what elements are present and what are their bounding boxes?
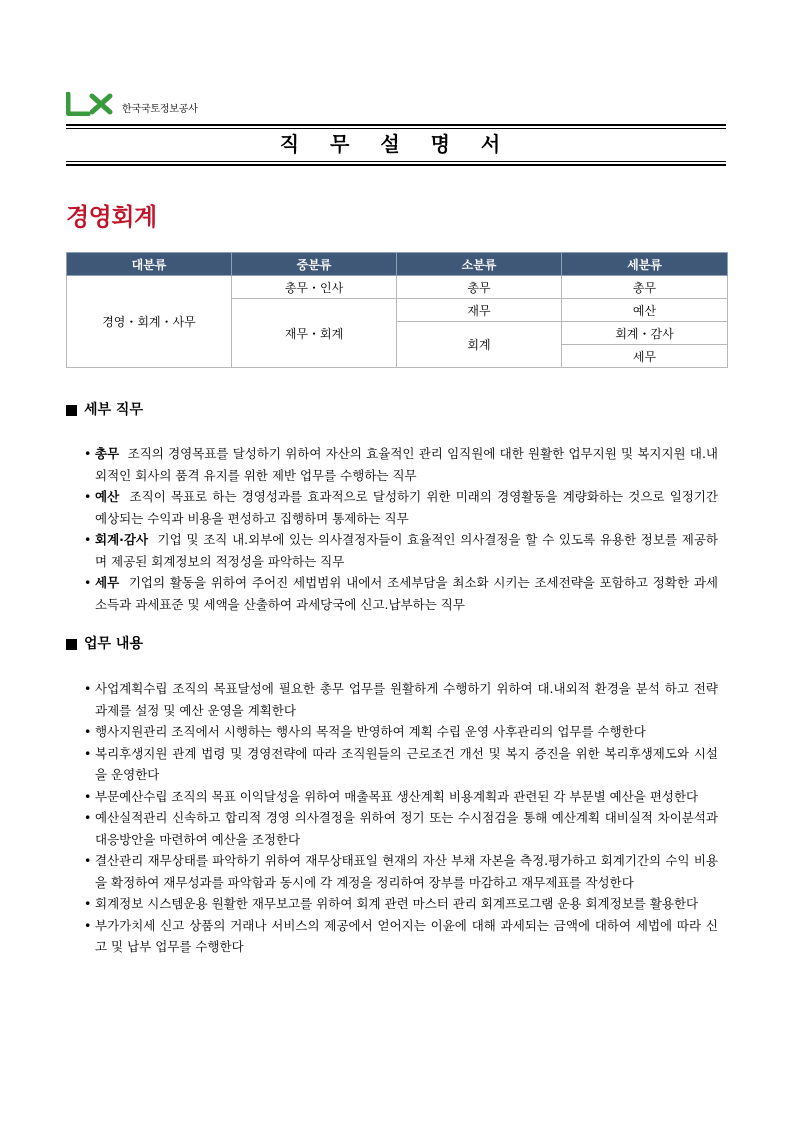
duty-term: 세무 — [95, 575, 120, 590]
duties-heading-label: 세부 직무 — [84, 402, 143, 418]
header-mid: 중분류 — [232, 253, 397, 276]
list-item: • 결산관리 재무상태를 파악하기 위하여 재무상태표일 현재의 자산 부채 자본을 측정.평가하고 회계기간의 수익 비용을 확정하여 재무성과를 파악함과 동시에 각 계정을 정리하여 장부를 마감하고 재무제표를 작성한다 — [84, 853, 718, 890]
table-row — [67, 276, 728, 299]
duty-desc: 기업 및 조직 내.외부에 있는 의사결정자들이 효율적인 의사결정을 할 수 있도록 유용한 정보를 제공하며 제공된 회계정보의 적정성을 파악하는 직무 — [95, 532, 718, 569]
title-rule-top — [66, 124, 726, 126]
header-major: 대분류 — [67, 253, 232, 276]
contents-heading-label: 업무 내용 — [84, 636, 143, 652]
list-item: • 복리후생지원 관계 법령 및 경영전략에 따라 조직원들의 근로조건 개선 및 복지 증진을 위한 복리후생제도와 시설을 운영한다 — [84, 745, 718, 782]
detail-cell: 회계・감사 — [562, 322, 728, 345]
mid-cell: 재무・회계 — [232, 299, 397, 368]
minor-cell: 회계 — [397, 322, 562, 368]
list-item: • 예산 조직이 목표로 하는 경영성과를 효과적으로 달성하기 위한 미래의 경영활동을 계량화하는 것으로 일정기간 예상되는 수익과 비용을 편성하고 집행하며 통제하는 직무 — [84, 489, 718, 526]
header-minor: 소분류 — [397, 253, 562, 276]
duty-desc: 기업의 활동을 위하여 주어진 세법범위 내에서 조세부담을 최소화 시키는 조세전략을 포함하고 정확한 과세소득과 과세표준 및 세액을 산출하여 과세당국에 신고.납부하는 직무 — [95, 575, 719, 612]
table-header-row — [67, 253, 728, 276]
list-item: • 세무 기업의 활동을 위하여 주어진 세법범위 내에서 조세부담을 최소화 시키는 조세전략을 포함하고 정확한 과세소득과 과세표준 및 세액을 산출하여 과세당국에 신고.납부하는 직무 — [84, 575, 719, 612]
list-item: • 예산실적관리 신속하고 합리적 경영 의사결정을 위하여 정기 또는 수시점검을 통해 예산계획 대비실적 차이분석과 대응방안을 마련하여 예산을 조정한다 — [84, 810, 718, 847]
duty-term: 총무 — [95, 446, 120, 461]
company-logo — [66, 92, 198, 116]
section-title: 경영회계 — [66, 203, 157, 231]
major-cell: 경영・회계・사무 — [67, 276, 232, 368]
classification-table — [66, 252, 728, 368]
list-item: • 회계정보 시스템운용 원활한 재무보고를 위하여 회계 관련 마스터 관리 회계프로그램 운용 회계정보를 활용한다 — [84, 896, 699, 911]
detail-cell: 총무 — [562, 276, 728, 299]
list-item: • 사업계획수립 조직의 목표달성에 필요한 총무 업무를 원활하게 수행하기 위하여 대.내외적 환경을 분석 하고 전략과제를 설정 및 예산 운영을 계획한다 — [84, 681, 718, 718]
list-item: • 행사지원관리 조직에서 시행하는 행사의 목적을 반영하여 계획 수립 운영 사후관리의 업무를 수행한다 — [84, 724, 646, 739]
duty-desc: 조직의 경영목표를 달성하기 위하여 자산의 효율적인 관리 임직원에 대한 원활한 업무지원 및 복지지원 대.내외적인 회사의 품격 유지를 위한 제반 업무를 수행하는 직무 — [95, 446, 718, 483]
minor-cell: 재무 — [397, 299, 562, 322]
header-detail: 세분류 — [562, 253, 728, 276]
list-item: • 부문예산수립 조직의 목표 이익달성을 위하여 매출목표 생산계획 비용계획과 관련된 각 부문별 예산을 편성한다 — [84, 788, 699, 804]
duty-desc: 조직이 목표로 하는 경영성과를 효과적으로 달성하기 위한 미래의 경영활동을 계량화하는 것으로 일정기간 예상되는 수익과 비용을 편성하고 집행하며 통제하는 직무 — [95, 489, 718, 526]
duties-heading — [66, 400, 143, 420]
detail-cell: 예산 — [562, 299, 728, 322]
list-item: • 총무 조직의 경영목표를 달성하기 위하여 자산의 효율적인 관리 임직원에 대한 원활한 업무지원 및 복지지원 대.내외적인 회사의 품격 유지를 위한 제반 업무를 수행하는 직무 — [84, 446, 718, 483]
document-title: 직 무 설 명 서 — [279, 132, 513, 156]
title-rule-bottom — [66, 161, 726, 162]
square-bullet-icon — [66, 639, 77, 650]
duties-list — [84, 443, 718, 615]
list-item: • 부가가치세 신고 상품의 거래나 서비스의 제공에서 얻어지는 이윤에 대해 과세되는 금액에 대하여 세법에 따라 신고 및 납부 업무를 수행한다 — [84, 917, 718, 954]
duty-term: 회계·감사 — [95, 532, 149, 547]
title-rule-bottom-thick — [66, 164, 726, 166]
square-bullet-icon — [66, 405, 77, 416]
contents-heading — [66, 634, 143, 654]
contents-list — [84, 678, 718, 958]
org-name: 한국국토정보공사 — [122, 104, 198, 115]
lx-logo-icon — [66, 92, 118, 116]
mid-cell: 총무・인사 — [232, 276, 397, 299]
list-item: • 회계·감사 기업 및 조직 내.외부에 있는 의사결정자들이 효율적인 의사결정을 할 수 있도록 유용한 정보를 제공하며 제공된 회계정보의 적정성을 파악하는 직무 — [84, 532, 718, 569]
detail-cell: 세무 — [562, 345, 728, 368]
minor-cell: 총무 — [397, 276, 562, 299]
duty-term: 예산 — [95, 489, 120, 504]
